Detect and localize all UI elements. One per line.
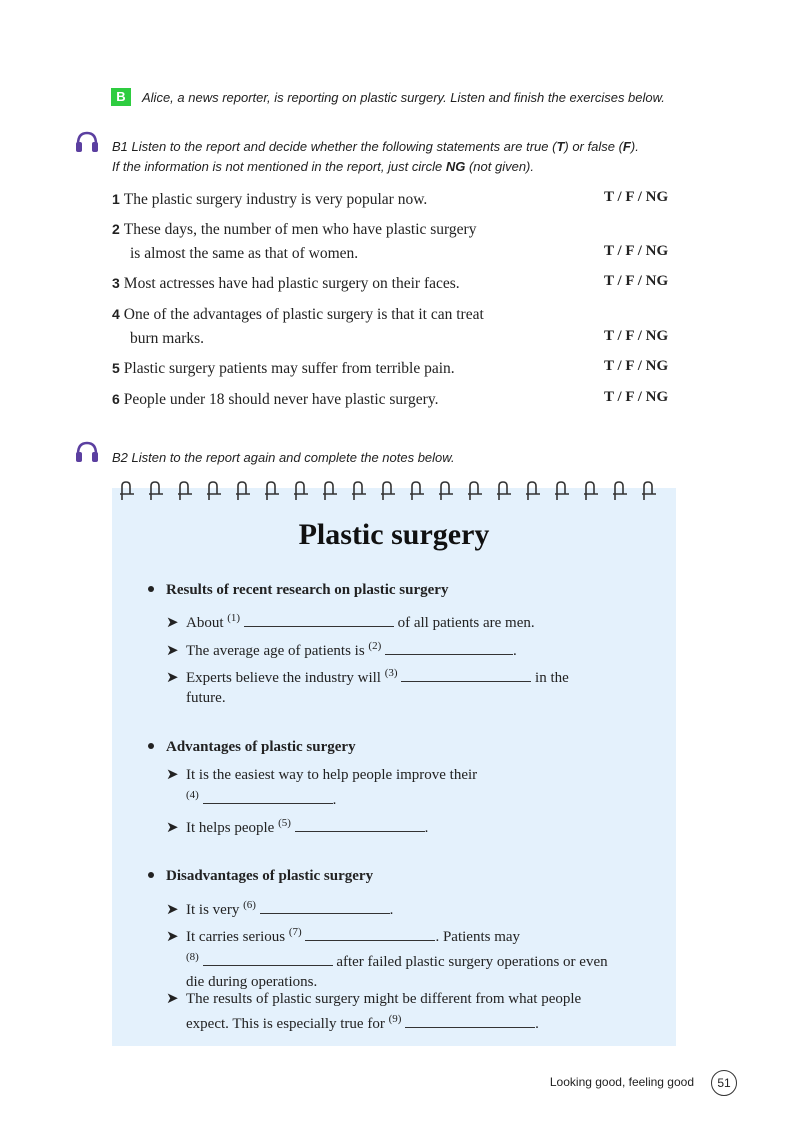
statement-6: 6 People under 18 should never have plastic surgery. (112, 391, 439, 408)
note-item-9: ➤ The results of plastic surgery might be different from what people expect. This is especially true for $^{(9)}$ . (166, 991, 582, 1032)
arrow-icon: ➤ (166, 670, 179, 686)
spiral-ring (526, 482, 540, 500)
spiral-ring (149, 482, 163, 500)
spiral-ring (207, 482, 221, 500)
arrow-icon: ➤ (166, 820, 179, 836)
note-item-5: ➤ It helps people $^{(5)}$ . (166, 817, 429, 836)
note-item-2: ➤ The average age of patients is $^{(2)}$ . (166, 640, 517, 659)
answer-blank-1[interactable] (244, 612, 394, 627)
spiral-ring (381, 482, 395, 500)
arrow-icon: ➤ (166, 615, 179, 631)
arrow-icon: ➤ (166, 643, 179, 659)
notes-title: Plastic surgery (298, 518, 490, 551)
arrow-icon: ➤ (166, 929, 179, 945)
page-number: 51 (711, 1070, 737, 1096)
note-item-4: ➤ It is the easiest way to help people improve their $^{(4)}$ . (166, 767, 478, 808)
statement-1-options[interactable]: T / F / NG (604, 189, 669, 205)
spiral-ring (613, 482, 627, 500)
bullet-icon (148, 872, 154, 878)
answer-blank-8[interactable] (203, 951, 333, 966)
statement-2-options[interactable]: T / F / NG (604, 243, 669, 259)
spiral-ring (410, 482, 424, 500)
note-item-1: ➤ About $^{(1)}$ of all patients are men. (166, 612, 535, 631)
answer-blank-5[interactable] (295, 817, 425, 832)
spiral-ring (555, 482, 569, 500)
spiral-ring (497, 482, 511, 500)
note-item-6: ➤ It is very $^{(6)}$ . (166, 899, 394, 918)
bullet-icon (148, 586, 154, 592)
statement-3-options[interactable]: T / F / NG (604, 273, 669, 289)
statement-6-options[interactable]: T / F / NG (604, 389, 669, 405)
spiral-ring (468, 482, 482, 500)
arrow-icon: ➤ (166, 767, 179, 783)
answer-blank-7[interactable] (305, 926, 435, 941)
spiral-ring (236, 482, 250, 500)
statement-5-options[interactable]: T / F / NG (604, 358, 669, 374)
statement-3: 3 Most actresses have had plastic surgery on their faces. (112, 275, 460, 292)
spiral-ring (439, 482, 453, 500)
section-b-intro: Alice, a news reporter, is reporting on plastic surgery. Listen and finish the exercises below. (142, 90, 665, 105)
spiral-ring (352, 482, 366, 500)
section-heading-advantages: Advantages of plastic surgery (148, 739, 356, 756)
spiral-ring (265, 482, 279, 500)
spiral-ring (120, 482, 134, 500)
arrow-icon: ➤ (166, 902, 179, 918)
statement-1: 1 The plastic surgery industry is very popular now. (112, 191, 428, 208)
spiral-binding (118, 480, 678, 502)
section-heading-results: Results of recent research on plastic surgery (148, 582, 448, 599)
spiral-ring (584, 482, 598, 500)
spiral-ring (294, 482, 308, 500)
spiral-ring (642, 482, 656, 500)
answer-blank-2[interactable] (385, 640, 513, 655)
headphones-icon (74, 440, 100, 464)
bullet-icon (148, 743, 154, 749)
section-b-badge: B (111, 88, 131, 106)
spiral-ring (178, 482, 192, 500)
spiral-ring (323, 482, 337, 500)
answer-blank-4[interactable] (203, 789, 333, 804)
note-item-3: ➤ Experts believe the industry will $^{(3)}$ in the future. (166, 667, 569, 706)
answer-blank-3[interactable] (401, 667, 531, 682)
arrow-icon: ➤ (166, 991, 179, 1007)
note-item-7: ➤ It carries serious $^{(7)}$ . Patients may $^{(8)}$ after failed plastic surgery operations or even die during operations. (166, 926, 608, 990)
statement-2: 2 These days, the number of men who have plastic surgery is almost the same as that of women. (112, 221, 477, 262)
statement-4-options[interactable]: T / F / NG (604, 328, 669, 344)
headphones-icon (74, 130, 100, 154)
b1-instruction: B1 Listen to the report and decide whether the following statements are true (T) or false (F). If the information is not mentioned in the report, just circle NG (not given). (112, 139, 639, 174)
section-heading-disadvantages: Disadvantages of plastic surgery (148, 868, 373, 885)
footer-unit-title: Looking good, feeling good (549, 1075, 694, 1089)
b2-instruction: B2 Listen to the report again and complete the notes below. (112, 450, 455, 465)
statement-5: 5 Plastic surgery patients may suffer from terrible pain. (112, 360, 455, 377)
statement-4: 4 One of the advantages of plastic surgery is that it can treat burn marks. (112, 306, 484, 347)
answer-blank-9[interactable] (405, 1013, 535, 1028)
answer-blank-6[interactable] (260, 899, 390, 914)
